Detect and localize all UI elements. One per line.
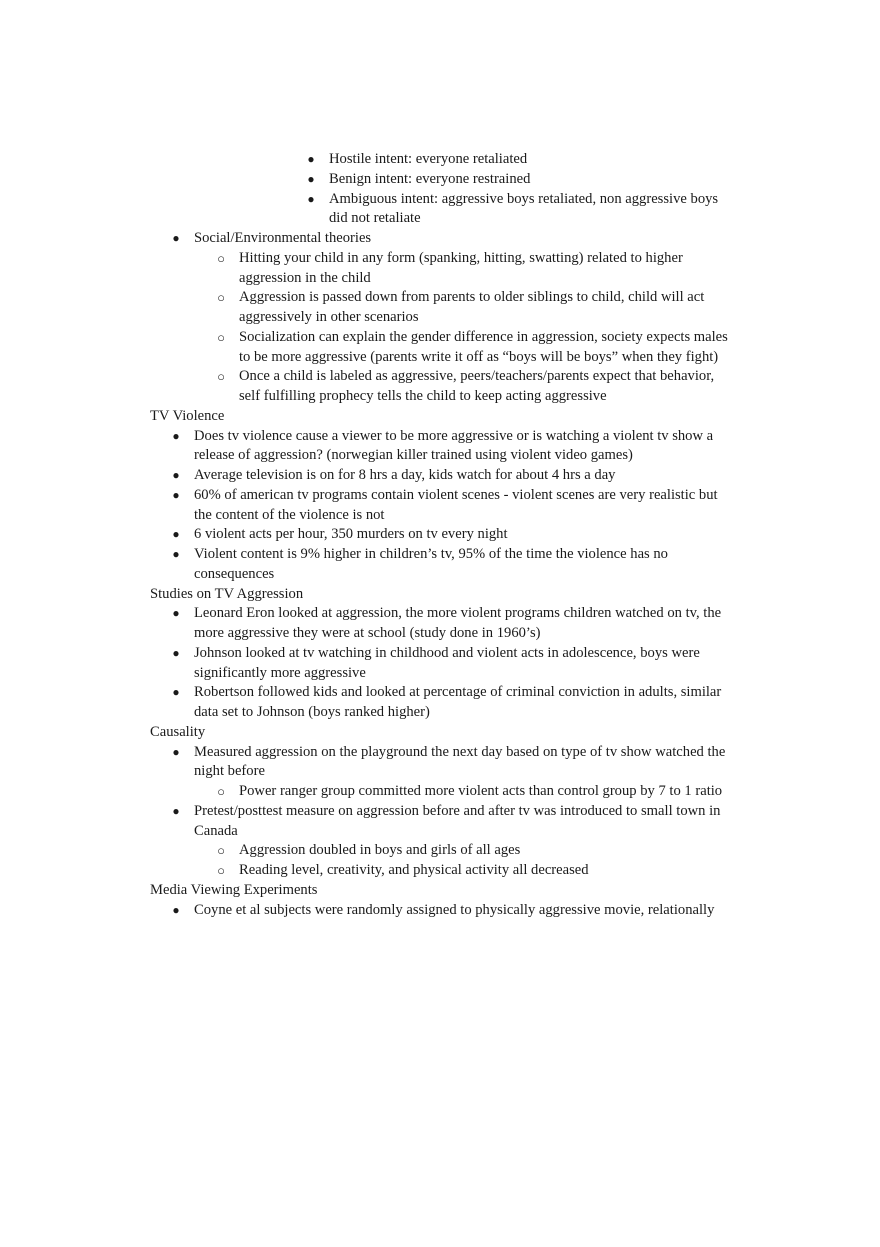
circle-bullet-icon: ○ — [217, 329, 225, 345]
list-item — [0, 170, 880, 190]
section-heading — [0, 407, 880, 427]
list-item — [0, 901, 880, 921]
list-item-text: Reading level, creativity, and physical activity all decreased — [239, 862, 589, 878]
list-item-text: Power ranger group committed more violent acts than control group by 7 to 1 ratio — [239, 783, 723, 799]
list-item-text: Johnson looked at tv watching in childhood and violent acts in adolescence, boys were significantly more aggressive — [194, 644, 700, 681]
section-heading-text: Media Viewing Experiments — [150, 881, 318, 898]
list-item — [0, 229, 880, 249]
list-item-text: Average television is on for 8 hrs a day, kids watch for about 4 hrs a day — [194, 467, 616, 483]
list-item-text: Hitting your child in any form (spanking, hitting, swatting) related to higher aggression in the child — [239, 249, 683, 286]
list-item — [0, 150, 880, 170]
section-heading-text: TV Violence — [150, 407, 225, 424]
list-item — [0, 367, 880, 407]
list-item-text: Hostile intent: everyone retaliated — [329, 151, 528, 167]
bullet-icon: ● — [172, 428, 180, 443]
list-item — [0, 782, 880, 802]
section-heading — [0, 881, 880, 901]
list-item — [0, 466, 880, 486]
bullet-icon: ● — [172, 902, 180, 917]
list-item-text: Aggression is passed down from parents to older siblings to child, child will act aggressively in other scenarios — [239, 289, 705, 325]
list-item — [0, 604, 880, 644]
list-item — [0, 249, 880, 289]
circle-bullet-icon: ○ — [217, 784, 225, 799]
list-item-text: 6 violent acts per hour, 350 murders on tv every night — [194, 526, 508, 543]
bullet-icon: ● — [172, 685, 180, 700]
list-item — [0, 486, 880, 526]
bullet-icon: ● — [172, 606, 180, 621]
circle-bullet-icon: ○ — [217, 843, 225, 859]
bullet-icon: ● — [307, 171, 315, 186]
circle-bullet-icon: ○ — [217, 290, 225, 306]
list-item-text: Coyne et al subjects were randomly assigned to physically aggressive movie, relationally — [194, 901, 715, 918]
section-heading-text: Causality — [150, 723, 206, 740]
list-item — [0, 545, 880, 585]
list-item-text: Once a child is labeled as aggressive, peers/teachers/parents expect that behavior, self fulfilling prophecy tells the child to keep acting aggressive — [239, 368, 715, 404]
list-item-text: Pretest/posttest measure on aggression before and after tv was introduced to small town in Canada — [194, 802, 721, 839]
bullet-icon: ● — [307, 152, 315, 166]
list-item — [0, 328, 880, 368]
list-item — [0, 427, 880, 467]
bullet-icon: ● — [172, 645, 180, 660]
list-item — [0, 841, 880, 861]
list-item — [0, 288, 880, 328]
list-item — [0, 190, 880, 230]
circle-bullet-icon: ○ — [217, 250, 225, 266]
list-item — [0, 683, 880, 723]
list-item — [0, 861, 880, 881]
list-item — [0, 644, 880, 684]
list-item-text: Socialization can explain the gender difference in aggression, society expects males to be more aggressive (parents write it off as “boys will be boys” when they fight) — [239, 328, 728, 365]
list-item — [0, 743, 880, 783]
bullet-icon: ● — [172, 803, 180, 818]
bullet-icon: ● — [172, 468, 180, 482]
bullet-icon: ● — [172, 487, 180, 502]
list-item-text: Measured aggression on the playground the next day based on type of tv show watched the night before — [194, 743, 726, 780]
list-item-text: Leonard Eron looked at aggression, the more violent programs children watched on tv, the more aggressive they were at school (study done in 1960’s) — [194, 605, 722, 641]
section-heading — [0, 723, 880, 743]
bullet-icon: ● — [172, 744, 180, 759]
list-item-text: Social/Environmental theories — [194, 230, 372, 246]
list-item-text: Benign intent: everyone restrained — [329, 170, 531, 187]
notes-body — [0, 150, 880, 920]
list-item-text: Ambiguous intent: aggressive boys retaliated, non aggressive boys did not retaliate — [329, 190, 719, 227]
circle-bullet-icon: ○ — [217, 369, 225, 385]
bullet-icon: ● — [172, 231, 180, 245]
list-item-text: Does tv violence cause a viewer to be more aggressive or is watching a violent tv show a release of aggression? (norwegian killer trained using violent video games) — [194, 427, 714, 464]
list-item — [0, 802, 880, 842]
list-item — [0, 525, 880, 545]
list-item-text: Violent content is 9% higher in children’s tv, 95% of the time the violence has no consequences — [194, 546, 668, 582]
section-heading — [0, 585, 880, 605]
bullet-icon: ● — [307, 191, 315, 206]
bullet-icon: ● — [172, 527, 180, 542]
list-item-text: Robertson followed kids and looked at percentage of criminal conviction in adults, similar data set to Johnson (boys ranked higher) — [194, 684, 722, 720]
bullet-icon: ● — [172, 547, 180, 561]
circle-bullet-icon: ○ — [217, 863, 225, 878]
list-item-text: 60% of american tv programs contain violent scenes - violent scenes are very realistic but the content of the violence is not — [194, 486, 718, 523]
section-heading-text: Studies on TV Aggression — [150, 585, 304, 602]
list-item-text: Aggression doubled in boys and girls of all ages — [239, 842, 521, 859]
